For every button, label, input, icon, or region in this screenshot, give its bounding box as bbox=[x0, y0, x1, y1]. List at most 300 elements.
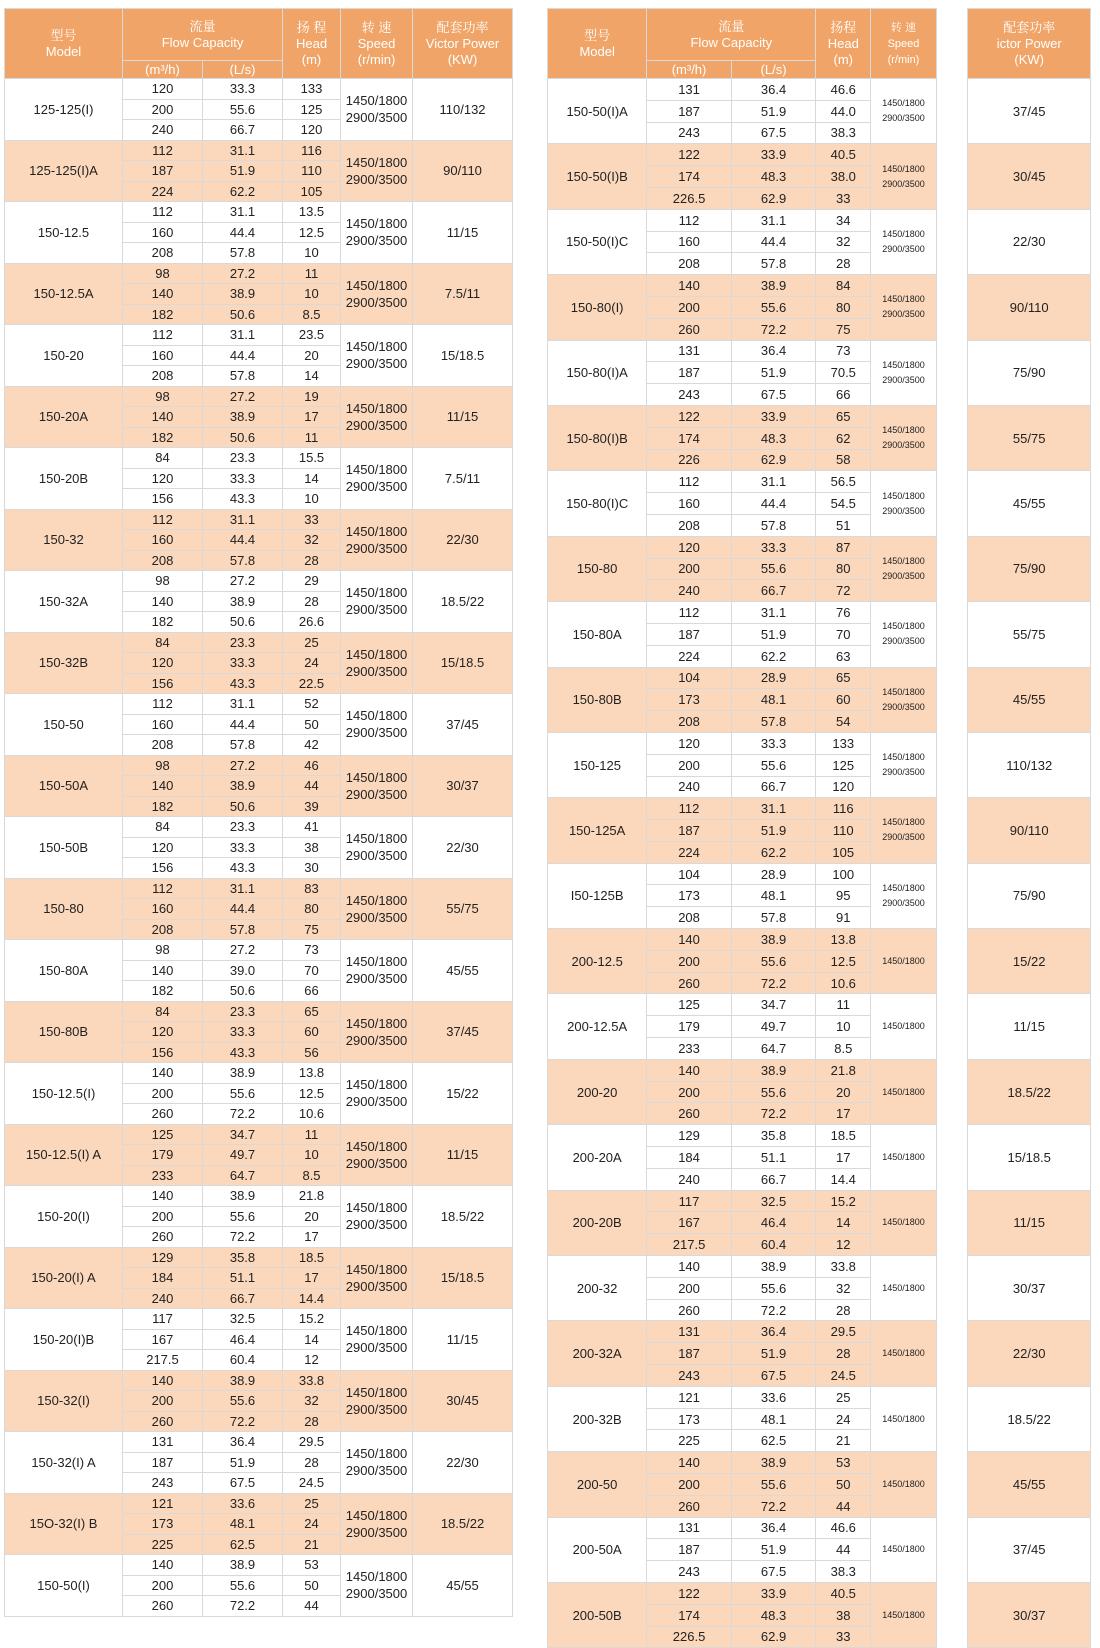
flow-ls-cell: 72.2 bbox=[203, 1104, 283, 1125]
head-cell: 38.3 bbox=[816, 122, 871, 144]
head-cell: 80 bbox=[816, 558, 871, 580]
head-cell: 13.8 bbox=[816, 929, 871, 951]
flow-m3h-cell: 129 bbox=[123, 1247, 203, 1268]
column-gap bbox=[936, 9, 968, 79]
model-cell: 150-50 bbox=[5, 694, 123, 756]
flow-ls-cell: 23.3 bbox=[203, 632, 283, 653]
head-cell: 32 bbox=[816, 1277, 871, 1299]
flow-ls-cell: 72.2 bbox=[731, 1299, 816, 1321]
speed-cell bbox=[871, 275, 936, 340]
flow-ls-cell: 33.3 bbox=[203, 79, 283, 100]
head-cell: 38 bbox=[816, 1604, 871, 1626]
head-cell: 8.5 bbox=[816, 1038, 871, 1060]
head-cell: 38.0 bbox=[816, 166, 871, 188]
power-cell: 18.5/22 bbox=[413, 1186, 513, 1248]
table-row bbox=[548, 1517, 1091, 1539]
head-cell: 15.2 bbox=[816, 1190, 871, 1212]
head-cell: 133 bbox=[283, 79, 341, 100]
flow-ls-cell: 72.2 bbox=[731, 1495, 816, 1517]
head-cell: 10 bbox=[283, 1145, 341, 1166]
flow-ls-cell: 66.7 bbox=[203, 120, 283, 141]
flow-ls-cell: 23.3 bbox=[203, 817, 283, 838]
head-cell: 70 bbox=[816, 623, 871, 645]
head-cell: 10 bbox=[283, 489, 341, 510]
head-cell: 11 bbox=[283, 1124, 341, 1145]
column-gap bbox=[936, 79, 968, 144]
flow-ls-cell: 72.2 bbox=[203, 1227, 283, 1248]
flow-ls-cell: 57.8 bbox=[731, 907, 816, 929]
speed-cell bbox=[871, 1452, 936, 1517]
flow-m3h-cell: 233 bbox=[123, 1165, 203, 1186]
power-cell: 37/45 bbox=[413, 694, 513, 756]
speed-value: 1450/1800 bbox=[882, 1478, 925, 1489]
right-table-body bbox=[548, 79, 1091, 1648]
head-cell: 125 bbox=[816, 754, 871, 776]
flow-header: 流量 Flow Capacity bbox=[647, 9, 816, 61]
table-row bbox=[548, 340, 1091, 362]
flow-ls-cell: 38.9 bbox=[203, 1555, 283, 1576]
flow-m3h-cell: 160 bbox=[123, 345, 203, 366]
head-cell: 41 bbox=[283, 817, 341, 838]
flow-ls-cell: 57.8 bbox=[731, 514, 816, 536]
speed-value: 1450/1800 2900/3500 bbox=[345, 892, 408, 925]
flow-m3h-cell: 240 bbox=[647, 1168, 732, 1190]
speed-value: 1450/1800 bbox=[882, 1282, 925, 1293]
flow-ls-cell: 62.9 bbox=[731, 187, 816, 209]
flow-ls-cell: 31.1 bbox=[731, 471, 816, 493]
head-cell: 22.5 bbox=[283, 673, 341, 694]
flow-ls-cell: 27.2 bbox=[203, 571, 283, 592]
head-cell: 33 bbox=[283, 509, 341, 530]
flow-m3h-cell: 84 bbox=[123, 448, 203, 469]
head-cell: 46 bbox=[283, 755, 341, 776]
power-cell: 30/37 bbox=[413, 755, 513, 817]
column-gap bbox=[936, 732, 968, 797]
flow-m3h-cell: 156 bbox=[123, 673, 203, 694]
head-cell: 56.5 bbox=[816, 471, 871, 493]
column-gap bbox=[936, 1059, 968, 1124]
head-cell: 54.5 bbox=[816, 493, 871, 515]
column-gap bbox=[936, 863, 968, 928]
flow-ls-cell: 51.9 bbox=[731, 623, 816, 645]
flow-m3h-cell: 200 bbox=[647, 1081, 732, 1103]
model-cell: 150-80B bbox=[548, 667, 647, 732]
power-cell: 7.5/11 bbox=[413, 448, 513, 510]
flow-m3h-cell: 187 bbox=[647, 362, 732, 384]
flow-ls-cell: 44.4 bbox=[731, 231, 816, 253]
flow-ls-cell: 55.6 bbox=[731, 950, 816, 972]
head-cell: 24.5 bbox=[283, 1473, 341, 1494]
head-cell: 66 bbox=[816, 384, 871, 406]
table-row bbox=[548, 275, 1091, 297]
flow-ls-cell: 38.9 bbox=[203, 1186, 283, 1207]
head-cell: 40.5 bbox=[816, 144, 871, 166]
flow-unit-m3h: (m³/h) bbox=[123, 61, 203, 79]
power-cell: 11/15 bbox=[968, 994, 1091, 1059]
table-row bbox=[5, 694, 513, 715]
speed-value: 1450/1800 2900/3500 bbox=[345, 462, 408, 495]
head-cell: 18.5 bbox=[283, 1247, 341, 1268]
flow-m3h-cell: 120 bbox=[123, 79, 203, 100]
speed-cell bbox=[341, 694, 413, 756]
power-cell: 18.5/22 bbox=[968, 1386, 1091, 1451]
flow-m3h-cell: 173 bbox=[647, 689, 732, 711]
flow-m3h-cell: 98 bbox=[123, 571, 203, 592]
head-cell: 50 bbox=[283, 1575, 341, 1596]
flow-m3h-cell: 174 bbox=[647, 166, 732, 188]
head-cell: 62 bbox=[816, 427, 871, 449]
flow-m3h-cell: 187 bbox=[647, 100, 732, 122]
flow-ls-cell: 72.2 bbox=[731, 972, 816, 994]
flow-m3h-cell: 208 bbox=[647, 514, 732, 536]
head-cell: 40.5 bbox=[816, 1582, 871, 1604]
power-cell: 90/110 bbox=[968, 798, 1091, 863]
table-row bbox=[548, 798, 1091, 820]
flow-m3h-cell: 240 bbox=[123, 1288, 203, 1309]
flow-m3h-cell: 208 bbox=[123, 735, 203, 756]
speed-value: 1450/1800 2900/3500 bbox=[882, 163, 925, 189]
flow-m3h-cell: 260 bbox=[123, 1104, 203, 1125]
table-row bbox=[5, 1247, 513, 1268]
flow-m3h-cell: 140 bbox=[123, 1555, 203, 1576]
speed-value: 1450/1800 2900/3500 bbox=[345, 1261, 408, 1294]
flow-m3h-cell: 243 bbox=[647, 1561, 732, 1583]
model-cell: 150-125A bbox=[548, 798, 647, 863]
power-cell: 11/15 bbox=[968, 1190, 1091, 1255]
table-row bbox=[5, 940, 513, 961]
speed-cell bbox=[871, 1059, 936, 1124]
flow-m3h-cell: 160 bbox=[123, 899, 203, 920]
flow-ls-cell: 38.9 bbox=[731, 1256, 816, 1278]
speed-cell bbox=[341, 1309, 413, 1371]
head-cell: 32 bbox=[283, 1391, 341, 1412]
flow-m3h-cell: 208 bbox=[647, 907, 732, 929]
power-cell: 22/30 bbox=[413, 1432, 513, 1494]
flow-m3h-cell: 140 bbox=[123, 776, 203, 797]
flow-m3h-cell: 226 bbox=[647, 449, 732, 471]
flow-ls-cell: 55.6 bbox=[203, 1206, 283, 1227]
speed-value: 1450/1800 2900/3500 bbox=[345, 1323, 408, 1356]
flow-ls-cell: 64.7 bbox=[731, 1038, 816, 1060]
head-cell: 8.5 bbox=[283, 304, 341, 325]
speed-cell bbox=[871, 79, 936, 144]
model-header: 型号 Model bbox=[5, 9, 123, 79]
speed-value: 1450/1800 2900/3500 bbox=[345, 708, 408, 741]
flow-ls-cell: 38.9 bbox=[731, 275, 816, 297]
flow-m3h-cell: 129 bbox=[647, 1125, 732, 1147]
flow-m3h-cell: 160 bbox=[647, 231, 732, 253]
head-cell: 13.8 bbox=[283, 1063, 341, 1084]
table-row bbox=[5, 140, 513, 161]
flow-m3h-cell: 200 bbox=[123, 99, 203, 120]
flow-m3h-cell: 160 bbox=[123, 530, 203, 551]
flow-ls-cell: 48.3 bbox=[731, 1604, 816, 1626]
power-cell: 11/15 bbox=[413, 202, 513, 264]
table-row bbox=[548, 471, 1091, 493]
model-cell: 200-50A bbox=[548, 1517, 647, 1582]
head-cell: 44.0 bbox=[816, 100, 871, 122]
flow-ls-cell: 38.9 bbox=[203, 591, 283, 612]
flow-m3h-cell: 174 bbox=[647, 1604, 732, 1626]
flow-ls-cell: 38.9 bbox=[203, 1063, 283, 1084]
power-cell: 15/18.5 bbox=[413, 632, 513, 694]
head-cell: 24 bbox=[283, 1514, 341, 1535]
left-table-body bbox=[5, 79, 513, 1617]
flow-m3h-cell: 121 bbox=[647, 1386, 732, 1408]
flow-m3h-cell: 173 bbox=[647, 885, 732, 907]
table-row bbox=[548, 209, 1091, 231]
flow-ls-cell: 34.7 bbox=[203, 1124, 283, 1145]
flow-m3h-cell: 187 bbox=[123, 1452, 203, 1473]
power-cell: 30/37 bbox=[968, 1256, 1091, 1321]
flow-ls-cell: 62.2 bbox=[731, 841, 816, 863]
flow-m3h-cell: 174 bbox=[647, 427, 732, 449]
flow-ls-cell: 44.4 bbox=[203, 222, 283, 243]
head-cell: 80 bbox=[816, 296, 871, 318]
model-cell: 200-32 bbox=[548, 1256, 647, 1321]
power-header: 配套功率 Victor Power (KW) bbox=[413, 9, 513, 79]
head-cell: 100 bbox=[816, 863, 871, 885]
flow-unit-m3h: (m³/h) bbox=[647, 61, 732, 79]
flow-m3h-cell: 156 bbox=[123, 1042, 203, 1063]
flow-m3h-cell: 208 bbox=[123, 366, 203, 387]
flow-ls-cell: 55.6 bbox=[731, 1474, 816, 1496]
head-cell: 83 bbox=[283, 878, 341, 899]
model-cell: 150-12.5(I) A bbox=[5, 1124, 123, 1186]
flow-ls-cell: 28.9 bbox=[731, 863, 816, 885]
flow-ls-cell: 57.8 bbox=[203, 550, 283, 571]
model-cell: 150-32(I) A bbox=[5, 1432, 123, 1494]
flow-ls-cell: 27.2 bbox=[203, 263, 283, 284]
table-row bbox=[5, 202, 513, 223]
model-cell: 150-20(I) bbox=[5, 1186, 123, 1248]
flow-m3h-cell: 122 bbox=[647, 144, 732, 166]
head-cell: 21 bbox=[283, 1534, 341, 1555]
head-cell: 30 bbox=[283, 858, 341, 879]
head-cell: 51 bbox=[816, 514, 871, 536]
flow-m3h-cell: 182 bbox=[123, 304, 203, 325]
head-cell: 39 bbox=[283, 796, 341, 817]
head-cell: 110 bbox=[816, 820, 871, 842]
flow-unit-ls: (L/s) bbox=[731, 61, 816, 79]
flow-ls-cell: 33.3 bbox=[203, 653, 283, 674]
head-cell: 91 bbox=[816, 907, 871, 929]
head-cell: 17 bbox=[816, 1147, 871, 1169]
speed-cell bbox=[341, 1370, 413, 1432]
flow-m3h-cell: 131 bbox=[647, 340, 732, 362]
flow-m3h-cell: 182 bbox=[123, 981, 203, 1002]
flow-m3h-cell: 117 bbox=[647, 1190, 732, 1212]
model-cell: 200-32A bbox=[548, 1321, 647, 1386]
flow-ls-cell: 49.7 bbox=[203, 1145, 283, 1166]
table-row bbox=[5, 1063, 513, 1084]
flow-ls-cell: 38.9 bbox=[203, 407, 283, 428]
head-cell: 75 bbox=[283, 919, 341, 940]
flow-m3h-cell: 187 bbox=[647, 623, 732, 645]
head-cell: 12 bbox=[816, 1234, 871, 1256]
head-cell: 15.5 bbox=[283, 448, 341, 469]
flow-ls-cell: 31.1 bbox=[203, 694, 283, 715]
speed-value: 1450/1800 2900/3500 bbox=[345, 954, 408, 987]
flow-ls-cell: 62.5 bbox=[731, 1430, 816, 1452]
flow-m3h-cell: 84 bbox=[123, 1001, 203, 1022]
head-cell: 10.6 bbox=[283, 1104, 341, 1125]
power-cell: 90/110 bbox=[968, 275, 1091, 340]
power-cell: 18.5/22 bbox=[413, 571, 513, 633]
flow-ls-cell: 38.9 bbox=[731, 1452, 816, 1474]
flow-ls-cell: 46.4 bbox=[731, 1212, 816, 1234]
speed-value: 1450/1800 bbox=[882, 1217, 925, 1228]
flow-ls-cell: 33.6 bbox=[203, 1493, 283, 1514]
power-cell: 45/55 bbox=[968, 1452, 1091, 1517]
head-cell: 14.4 bbox=[816, 1168, 871, 1190]
flow-m3h-cell: 260 bbox=[123, 1596, 203, 1617]
table-row bbox=[5, 1309, 513, 1330]
flow-ls-cell: 62.9 bbox=[731, 1626, 816, 1648]
speed-cell bbox=[871, 144, 936, 209]
flow-ls-cell: 50.6 bbox=[203, 427, 283, 448]
flow-ls-cell: 51.9 bbox=[731, 100, 816, 122]
flow-m3h-cell: 98 bbox=[123, 386, 203, 407]
table-row bbox=[5, 448, 513, 469]
speed-value: 1450/1800 2900/3500 bbox=[882, 882, 925, 908]
flow-ls-cell: 27.2 bbox=[203, 940, 283, 961]
power-cell: 45/55 bbox=[968, 667, 1091, 732]
flow-m3h-cell: 260 bbox=[647, 1495, 732, 1517]
flow-ls-cell: 62.9 bbox=[731, 449, 816, 471]
flow-m3h-cell: 84 bbox=[123, 632, 203, 653]
flow-m3h-cell: 208 bbox=[123, 919, 203, 940]
flow-ls-cell: 72.2 bbox=[203, 1411, 283, 1432]
flow-m3h-cell: 243 bbox=[647, 1365, 732, 1387]
flow-ls-cell: 50.6 bbox=[203, 612, 283, 633]
flow-m3h-cell: 200 bbox=[123, 1575, 203, 1596]
flow-m3h-cell: 187 bbox=[123, 161, 203, 182]
speed-value: 1450/1800 bbox=[882, 955, 925, 966]
flow-m3h-cell: 243 bbox=[647, 122, 732, 144]
model-cell: 125-125(I) bbox=[5, 79, 123, 141]
speed-cell bbox=[341, 263, 413, 325]
flow-m3h-cell: 160 bbox=[647, 493, 732, 515]
column-gap bbox=[936, 1321, 968, 1386]
speed-cell bbox=[341, 878, 413, 940]
flow-m3h-cell: 121 bbox=[123, 1493, 203, 1514]
flow-m3h-cell: 131 bbox=[647, 1517, 732, 1539]
head-cell: 87 bbox=[816, 536, 871, 558]
flow-m3h-cell: 167 bbox=[647, 1212, 732, 1234]
power-cell: 15/18.5 bbox=[968, 1125, 1091, 1190]
power-cell: 18.5/22 bbox=[968, 1059, 1091, 1124]
head-cell: 42 bbox=[283, 735, 341, 756]
head-cell: 28 bbox=[283, 591, 341, 612]
speed-value: 1450/1800 2900/3500 bbox=[345, 646, 408, 679]
head-cell: 60 bbox=[816, 689, 871, 711]
power-cell: 11/15 bbox=[413, 1124, 513, 1186]
flow-m3h-cell: 120 bbox=[123, 837, 203, 858]
head-cell: 28 bbox=[283, 1411, 341, 1432]
flow-ls-cell: 32.5 bbox=[203, 1309, 283, 1330]
table-row bbox=[5, 325, 513, 346]
flow-m3h-cell: 98 bbox=[123, 755, 203, 776]
head-cell: 46.6 bbox=[816, 1517, 871, 1539]
model-cell: 200-20A bbox=[548, 1125, 647, 1190]
flow-ls-cell: 67.5 bbox=[731, 384, 816, 406]
flow-m3h-cell: 131 bbox=[123, 1432, 203, 1453]
head-cell: 15.2 bbox=[283, 1309, 341, 1330]
flow-ls-cell: 57.8 bbox=[203, 919, 283, 940]
head-cell: 28 bbox=[283, 550, 341, 571]
right-spec-table bbox=[547, 8, 1091, 1648]
column-gap bbox=[936, 1452, 968, 1517]
speed-value: 1450/1800 2900/3500 bbox=[882, 294, 925, 320]
flow-m3h-cell: 200 bbox=[647, 1277, 732, 1299]
speed-cell bbox=[341, 325, 413, 387]
table-row bbox=[548, 144, 1091, 166]
flow-ls-cell: 48.3 bbox=[731, 166, 816, 188]
flow-ls-cell: 27.2 bbox=[203, 386, 283, 407]
flow-ls-cell: 46.4 bbox=[203, 1329, 283, 1350]
power-cell: 15/22 bbox=[968, 929, 1091, 994]
flow-m3h-cell: 184 bbox=[123, 1268, 203, 1289]
head-cell: 73 bbox=[283, 940, 341, 961]
flow-m3h-cell: 140 bbox=[123, 1186, 203, 1207]
flow-m3h-cell: 112 bbox=[123, 694, 203, 715]
speed-cell bbox=[341, 1001, 413, 1063]
flow-m3h-cell: 131 bbox=[647, 79, 732, 101]
speed-cell bbox=[871, 732, 936, 797]
table-row bbox=[548, 1256, 1091, 1278]
flow-ls-cell: 50.6 bbox=[203, 981, 283, 1002]
column-gap bbox=[936, 536, 968, 601]
flow-m3h-cell: 200 bbox=[647, 558, 732, 580]
flow-ls-cell: 50.6 bbox=[203, 304, 283, 325]
flow-ls-cell: 31.1 bbox=[203, 140, 283, 161]
model-cell: 150-50(I)B bbox=[548, 144, 647, 209]
power-cell: 55/75 bbox=[413, 878, 513, 940]
flow-ls-cell: 28.9 bbox=[731, 667, 816, 689]
flow-ls-cell: 55.6 bbox=[203, 1083, 283, 1104]
flow-ls-cell: 60.4 bbox=[203, 1350, 283, 1371]
model-cell: 150-32A bbox=[5, 571, 123, 633]
head-cell: 75 bbox=[816, 318, 871, 340]
table-row bbox=[5, 1493, 513, 1514]
speed-cell bbox=[871, 405, 936, 470]
flow-ls-cell: 57.8 bbox=[731, 253, 816, 275]
flow-ls-cell: 34.7 bbox=[731, 994, 816, 1016]
head-cell: 12.5 bbox=[816, 950, 871, 972]
head-cell: 13.5 bbox=[283, 202, 341, 223]
head-cell: 72 bbox=[816, 580, 871, 602]
model-header: 型号 Model bbox=[548, 9, 647, 79]
head-cell: 26.6 bbox=[283, 612, 341, 633]
flow-m3h-cell: 179 bbox=[647, 1016, 732, 1038]
flow-m3h-cell: 140 bbox=[647, 1059, 732, 1081]
flow-m3h-cell: 260 bbox=[123, 1227, 203, 1248]
model-cell: 150-32(I) bbox=[5, 1370, 123, 1432]
speed-value: 1450/1800 2900/3500 bbox=[882, 425, 925, 451]
flow-m3h-cell: 120 bbox=[123, 653, 203, 674]
head-cell: 28 bbox=[816, 1343, 871, 1365]
table-row bbox=[548, 863, 1091, 885]
flow-ls-cell: 23.3 bbox=[203, 1001, 283, 1022]
speed-value: 1450/1800 2900/3500 bbox=[345, 154, 408, 187]
flow-m3h-cell: 179 bbox=[123, 1145, 203, 1166]
flow-m3h-cell: 226.5 bbox=[647, 1626, 732, 1648]
flow-ls-cell: 66.7 bbox=[203, 1288, 283, 1309]
table-row bbox=[548, 667, 1091, 689]
head-cell: 53 bbox=[816, 1452, 871, 1474]
head-cell: 38.3 bbox=[816, 1561, 871, 1583]
